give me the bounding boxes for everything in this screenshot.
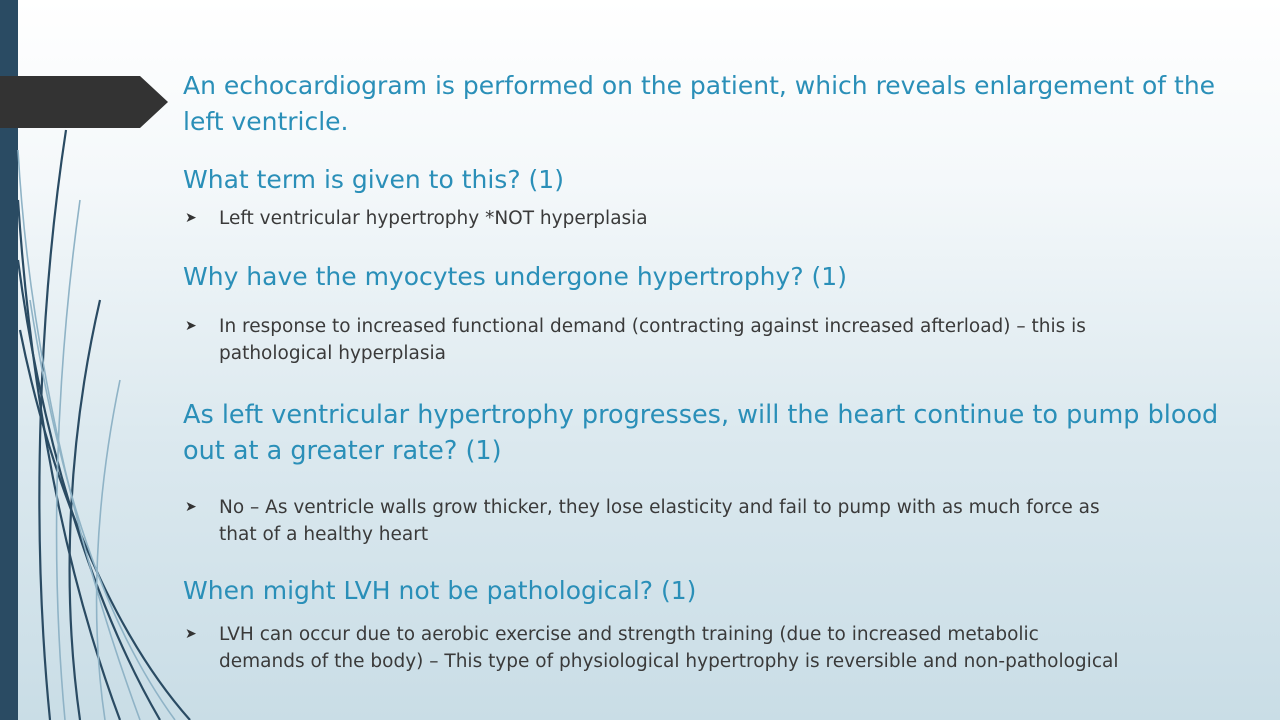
answer-1: [183, 205, 1119, 232]
answer-4: [183, 621, 1119, 675]
arrow-bullet-icon: ➤: [185, 318, 197, 334]
answer-3: [183, 494, 1119, 548]
arrow-bullet-icon: ➤: [185, 499, 197, 515]
title-arrow-tab: [0, 76, 168, 128]
answer-2: [183, 313, 1119, 367]
arrow-bullet-icon: ➤: [185, 210, 197, 226]
answer-2-text: In response to increased functional demand (contracting against increased afterload) – this is pathological hyperplasia: [219, 316, 1086, 364]
arrow-bullet-icon: ➤: [185, 626, 197, 642]
answer-1-text: Left ventricular hypertrophy *NOT hyperplasia: [219, 208, 648, 229]
question-3: As left ventricular hypertrophy progresses, will the heart continue to pump blood out at a greater rate? (1): [183, 400, 1219, 466]
intro-paragraph: An echocardiogram is performed on the patient, which reveals enlargement of the left ventricle.: [183, 71, 1216, 136]
question-4: When might LVH not be pathological? (1): [183, 576, 697, 605]
answer-4-text: LVH can occur due to aerobic exercise and strength training (due to increased metabolic demands of the body) – This type of physiological hypertrophy is reversible and non-pathological: [219, 624, 1119, 672]
question-2: Why have the myocytes undergone hypertrophy? (1): [183, 262, 847, 291]
answer-3-text: No – As ventricle walls grow thicker, they lose elasticity and fail to pump with as much force as that of a healthy heart: [219, 497, 1100, 545]
question-1: What term is given to this? (1): [183, 165, 564, 194]
